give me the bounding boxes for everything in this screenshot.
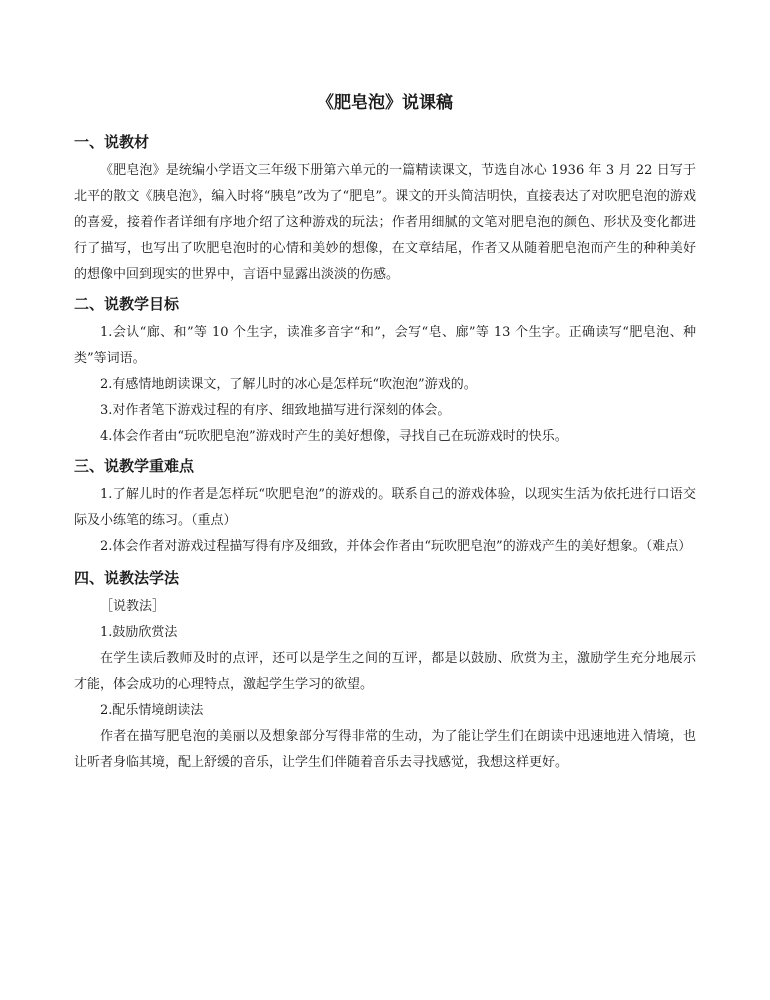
paragraph: 1.了解儿时的作者是怎样玩“吹肥皂泡”的游戏的。联系自己的游戏体验，以现实生活为依托进行口语交际及小练笔的练习。（重点） [74, 487, 696, 528]
section-heading: 二、说教学目标 [74, 295, 180, 313]
section-teaching-goals [74, 292, 696, 450]
section-heading: 一、说教材 [74, 133, 150, 151]
paragraph: 2.体会作者对游戏过程描写得有序及细致，并体会作者由“玩吹肥皂泡”的游戏产生的美好想象。（难点） [100, 539, 692, 554]
section-textbook [74, 130, 696, 288]
paragraph: ［说教法］ [100, 599, 166, 614]
section-heading: 四、说教法学法 [74, 569, 180, 587]
paragraph: 1.会认“廊、和”等 10 个生字，读准多音字“和”，会写“皂、廊”等 13 个生字。正确读写“肥皂泡、种类”等词语。 [74, 325, 696, 366]
section-heading: 三、说教学重难点 [74, 457, 195, 475]
paragraph: 2.有感情地朗读课文，了解儿时的冰心是怎样玩“吹泡泡”游戏的。 [100, 377, 477, 392]
document-title: 《肥皂泡》说课稿 [317, 93, 453, 113]
paragraph: 作者在描写肥皂泡的美丽以及想象部分写得非常的生动，为了能让学生们在朗读中迅速地进入情境，也让听者身临其境，配上舒缓的音乐，让学生们伴随着音乐去寻找感觉，我想这样更好。 [74, 729, 696, 770]
section-key-points [74, 454, 696, 560]
section-teaching-methods [74, 566, 696, 776]
paragraph: 2.配乐情境朗读法 [100, 703, 204, 718]
paragraph: 在学生读后教师及时的点评，还可以是学生之间的互评，都是以鼓励、欣赏为主，激励学生充分地展示才能，体会成功的心理特点，激起学生学习的欲望。 [74, 651, 696, 692]
paragraph: 1.鼓励欣赏法 [100, 625, 178, 640]
paragraph: 《肥皂泡》是统编小学语文三年级下册第六单元的一篇精读课文，节选自冰心 1936 年 3 月 22 日写于北平的散文《胰皂泡》，编入时将“胰皂”改为了“肥皂”。课文的开头简洁明快，直接表达了对吹肥皂泡的游戏的喜爱，接着作者详细有序地介绍了这种游戏的玩法；作者用细腻的文笔对肥皂泡的颜色、形状及变化都进行了描写，也写出了吹肥皂泡时的心情和美妙的想像，在文章结尾，作者又从随着肥皂泡而产生的种种美好的想像中回到现实的世界中，言语中显露出淡淡的伤感。 [74, 163, 696, 282]
paragraph: 3.对作者笔下游戏过程的有序、细致地描写进行深刻的体会。 [100, 403, 451, 418]
document-page [74, 86, 696, 776]
paragraph: 4.体会作者由“玩吹肥皂泡”游戏时产生的美好想像，寻找自己在玩游戏时的快乐。 [100, 429, 568, 444]
